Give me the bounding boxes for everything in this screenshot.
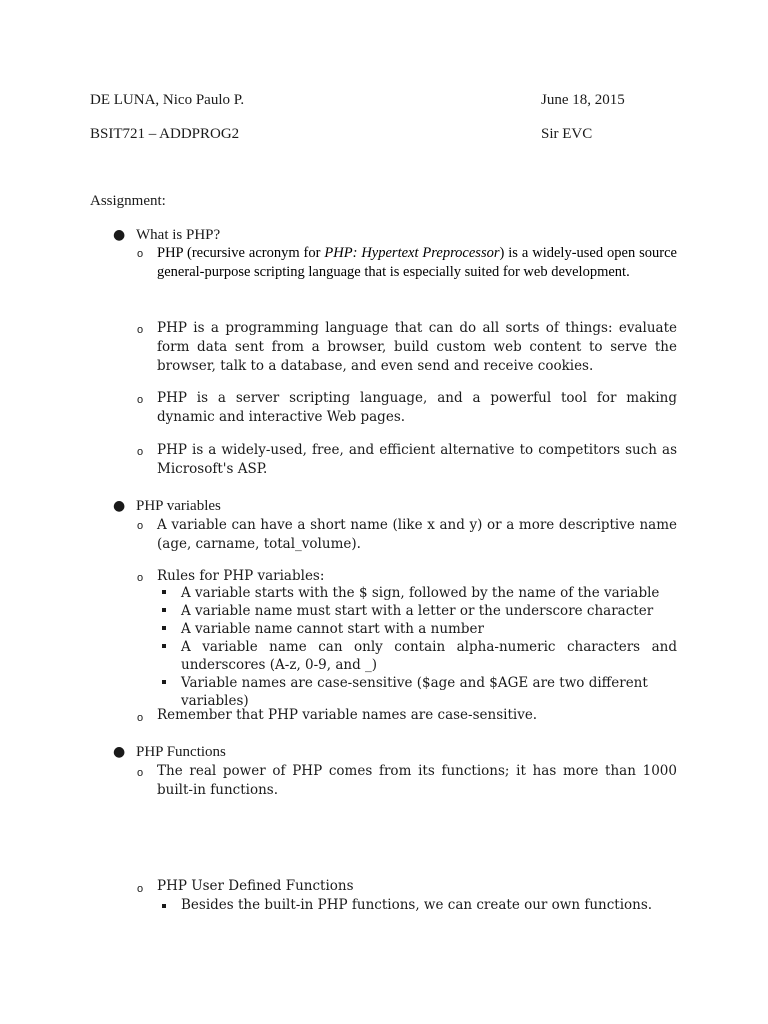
what-paragraph-2: PHP is a programming language that can do all sorts of things: evaluate form data sent from a browser, build custom web content to serve the browser, talk to a database, and even send and receive cookies.	[157, 320, 677, 374]
what-paragraph-1: PHP (recursive acronym for PHP: Hypertext Preprocessor) is a widely-used open source general-purpose scripting language that is especially suited for web development.	[157, 245, 677, 280]
circle-bullet-icon: o	[137, 712, 144, 724]
remember-note: Remember that PHP variable names are case-sensitive.	[157, 707, 538, 723]
date: June 18, 2015	[541, 92, 625, 108]
square-bullet-icon	[162, 644, 166, 648]
circle-bullet-icon: o	[137, 572, 144, 584]
bullet-icon: ●	[113, 498, 126, 514]
rule-item: Variable names are case-sensitive ($age and $AGE are two different variables)	[181, 675, 648, 709]
student-name: DE LUNA, Nico Paulo P.	[90, 92, 245, 108]
bullet-icon: ●	[113, 744, 126, 760]
circle-bullet-icon: o	[137, 446, 144, 458]
udf-item: Besides the built-in PHP functions, we can create our own functions.	[181, 897, 653, 913]
rule-item: A variable name can only contain alpha-numeric characters and underscores (A-z, 0-9, and _)	[181, 639, 677, 673]
rules-title: Rules for PHP variables:	[157, 568, 325, 584]
rule-item: A variable starts with the $ sign, followed by the name of the variable	[181, 585, 660, 601]
bullet-icon: ●	[113, 227, 126, 243]
square-bullet-icon	[162, 608, 166, 612]
assignment-label: Assignment:	[90, 193, 166, 209]
circle-bullet-icon: o	[137, 767, 144, 779]
circle-bullet-icon: o	[137, 883, 144, 895]
section-title-what: What is PHP?	[136, 227, 221, 243]
what-paragraph-4: PHP is a widely-used, free, and efficient alternative to competitors such as Microsoft's ASP.	[157, 442, 677, 477]
course: BSIT721 – ADDPROG2	[90, 126, 240, 142]
square-bullet-icon	[162, 680, 166, 684]
udf-title: PHP User Defined Functions	[157, 878, 354, 894]
functions-paragraph-1: The real power of PHP comes from its functions; it has more than 1000 built-in functions.	[157, 763, 677, 798]
what-paragraph-3: PHP is a server scripting language, and a powerful tool for making dynamic and interactive Web pages.	[157, 390, 677, 425]
circle-bullet-icon: o	[137, 394, 144, 406]
rule-item: A variable name must start with a letter or the underscore character	[181, 603, 654, 619]
square-bullet-icon	[162, 904, 166, 908]
instructor: Sir EVC	[541, 126, 593, 142]
square-bullet-icon	[162, 590, 166, 594]
section-title-functions: PHP Functions	[136, 744, 226, 760]
circle-bullet-icon: o	[137, 520, 144, 532]
rule-item: A variable name cannot start with a number	[181, 621, 484, 637]
circle-bullet-icon: o	[137, 248, 144, 260]
variables-paragraph-1: A variable can have a short name (like x and y) or a more descriptive name (age, carname, total_volume).	[157, 517, 677, 552]
section-title-variables: PHP variables	[136, 498, 221, 514]
square-bullet-icon	[162, 626, 166, 630]
circle-bullet-icon: o	[137, 324, 144, 336]
